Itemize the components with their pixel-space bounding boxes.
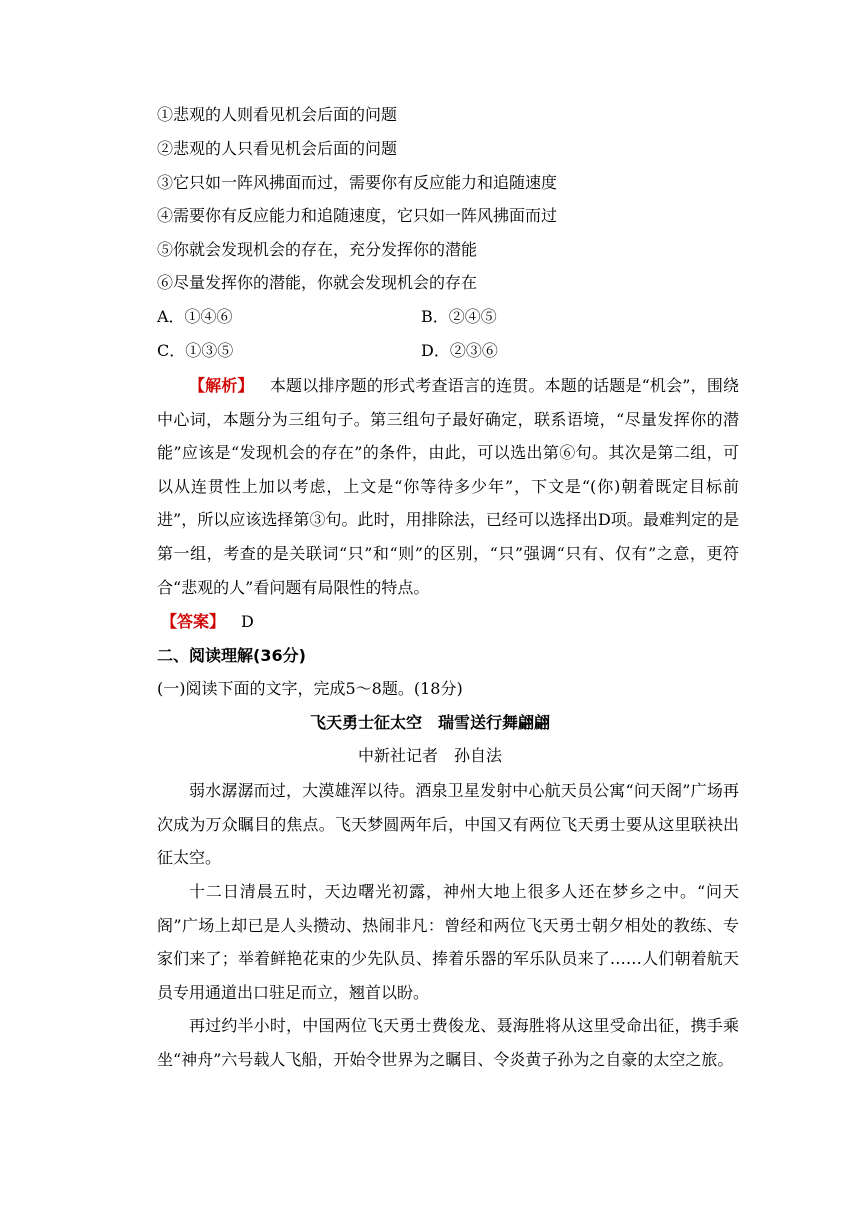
answer-line: [161, 611, 254, 633]
article-paragraph-3: 再过约半小时，中国两位飞天勇士费俊龙、聂海胜将从这里受命出征，携手乘坐“神舟”六号载人飞船，开始令世界为之瞩目、令炎黄子孙为之自豪的太空之旅。: [157, 1016, 739, 1069]
option-c: C．①③⑤: [157, 341, 234, 360]
option-d: D．②③⑥: [421, 341, 498, 360]
analysis-text: 本题以排序题的形式考查语言的连贯。本题的话题是“机会”，围绕中心词，本题分为三组句子。第三组句子最好确定，联系语境，“尽量发挥你的潜能”应该是“发现机会的存在”的条件，由此，可以选出第⑥句。其次是第二组，可以从连贯性上加以考虑，上文是“你等待多少年”，下文是“(你)朝着既定目标前进”，所以应该选择第③句。此时，用排除法，已经可以选择出D项。最难判定的是第一组，考查的是关联词“只”和“则”的区别，“只”强调“只有、仅有”之意，更符合“悲观的人”看问题有局限性的特点。: [157, 376, 739, 597]
article-byline: 中新社记者 孙自法: [357, 746, 502, 765]
sentence-3: ③它只如一阵风拂面而过，需要你有反应能力和追随速度: [157, 173, 558, 192]
sentence-6: ⑥尽量发挥你的潜能，你就会发现机会的存在: [157, 273, 478, 292]
sentence-2: ②悲观的人只看见机会后面的问题: [157, 139, 398, 158]
sentence-4: ④需要你有反应能力和追随速度，它只如一阵风拂面而过: [157, 206, 558, 225]
article-paragraph-2: 十二日清晨五时，天边曙光初露，神州大地上很多人还在梦乡之中。“问天阁”广场上却已是人头攒动、热闹非凡：曾经和两位飞天勇士朝夕相处的教练、专家们来了；举着鲜艳花束的少先队员、捧着乐器的军乐队员来了……人们朝着航天员专用通道出口驻足而立，翘首以盼。: [157, 882, 739, 1002]
analysis-tag: 【解析】: [189, 376, 254, 395]
answer-tag: 【答案】: [161, 612, 226, 631]
sentence-5: ⑤你就会发现机会的存在，充分发挥你的潜能: [157, 240, 478, 259]
sentence-1: ①悲观的人则看见机会后面的问题: [157, 105, 398, 124]
sub-heading: (一)阅读下面的文字，完成5～8题。(18分): [157, 679, 463, 698]
section-heading: 二、阅读理解(36分): [157, 646, 306, 665]
article-paragraph-1: 弱水潺潺而过，大漠雄浑以待。酒泉卫星发射中心航天员公寓“问天阁”广场再次成为万众瞩目的焦点。飞天梦圆两年后，中国又有两位飞天勇士要从这里联袂出征太空。: [157, 781, 739, 868]
option-b: B．②④⑤: [421, 307, 497, 326]
answer-value: D: [241, 612, 254, 631]
article-title: 飞天勇士征太空 瑞雪送行舞翩翩: [309, 713, 550, 732]
analysis-block: [157, 369, 739, 604]
option-a: A．①④⑥: [157, 307, 233, 326]
